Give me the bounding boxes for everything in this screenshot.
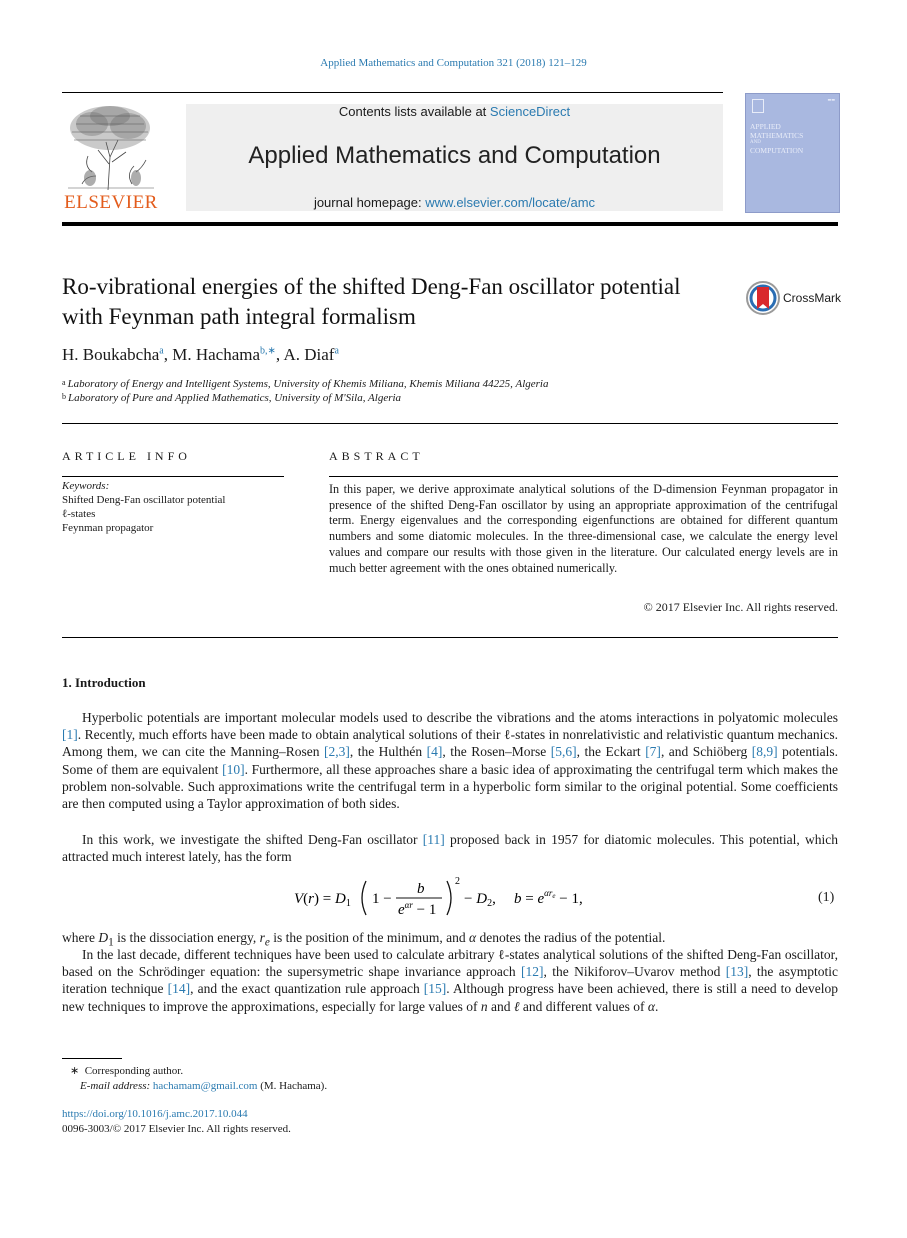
text-run: , the Nikiforov–Uvarov method (543, 964, 726, 980)
keyword: Shifted Deng-Fan oscillator potential (62, 494, 226, 506)
abstract-heading: ABSTRACT (329, 449, 424, 463)
email-link[interactable]: hachamam@gmail.com (152, 1080, 258, 1092)
text-run: , the Hulthén (349, 744, 427, 760)
citation-link[interactable]: [12] (521, 964, 544, 980)
email-owner: (M. Hachama). (260, 1080, 328, 1092)
article-info-heading: ARTICLE INFO (62, 449, 191, 463)
affiliation-marker: b (62, 392, 66, 401)
svg-text:b: b (417, 881, 425, 897)
affiliation-text: Laboratory of Energy and Intelligent Systems, University of Khemis Miliana, Khemis Miliana 44225, Algeria (67, 378, 549, 390)
crossmark-icon (745, 280, 781, 316)
text-run: , and Schiöberg (660, 744, 752, 760)
math-symbol: α (468, 930, 477, 945)
elsevier-logo (62, 102, 160, 214)
homepage-link[interactable]: www.elsevier.com/locate/amc (425, 195, 596, 210)
text-run: denotes the radius of the potential. (476, 930, 666, 945)
citation-link[interactable]: [15] (423, 981, 447, 997)
text-run: , the Eckart (576, 744, 646, 760)
equation-number: (1) (818, 890, 835, 905)
cover-line: MATHEMATICS (750, 131, 804, 140)
svg-text:b = eαre − 1,: $b = e^{\alpha r}e - 1$, (514, 888, 583, 907)
keyword: Feynman propagator (62, 522, 154, 534)
author-name: A. Diaf (283, 345, 335, 364)
header-thick-rule (62, 222, 838, 226)
text-run: . Furthermore, all these approaches share a basic idea of approximating the centrifugal term which makes the problem non-solvable. Such approximations write the centrifugal term in a hyperbolic form similar to the original potential. Some coefficients are then computed using a Taylor approximation of both sides. (62, 761, 839, 812)
footnote-rule (62, 1058, 122, 1059)
text-run: . (654, 998, 659, 1014)
text-run: is the position of the minimum, and (269, 930, 469, 945)
journal-title: Applied Mathematics and Computation (248, 142, 661, 169)
publisher-name: ELSEVIER (64, 192, 158, 213)
keyword: ℓ-states (62, 508, 96, 520)
citation-link[interactable]: [10] (222, 761, 245, 777)
keywords-label: Keywords: (62, 480, 110, 492)
text-run: . Recently, much efforts have been made to obtain analytical solutions of their ℓ-states in nonrelativistic and relativistic quantum mechanics. Among them, we can cite the Manning–Rosen (62, 727, 838, 760)
cover-text (750, 122, 803, 155)
contents-prefix: Contents lists available at (338, 104, 487, 119)
svg-text:1 −: 1 − (372, 891, 392, 907)
equation-1 (292, 873, 622, 921)
cover-line: AND (750, 140, 761, 145)
abstract-rule (329, 476, 838, 477)
text-run: and different values of (519, 998, 648, 1014)
author-affil-link[interactable]: b,∗ (260, 345, 276, 357)
math-symbol: α (647, 998, 655, 1014)
article-info-rule (62, 476, 284, 477)
text-run: In the last decade, different techniques have been used to calculate arbitrary ℓ-states analytical solutions of the shifted Deng-Fan oscillator, based on the Schrödinger equation: the supersymetric shape invariance approach (62, 947, 838, 980)
text-run: proposed back in 1957 for diatomic molecules. This potential, which attracted much interest lately, has the form (62, 832, 839, 865)
affiliation (62, 392, 401, 404)
doi-link[interactable]: https://doi.org/10.1016/j.amc.2017.10.044 (62, 1108, 248, 1120)
citation-link[interactable]: [8,9] (751, 744, 778, 760)
citation-link[interactable]: [4] (426, 744, 443, 760)
cover-line: COMPUTATION (750, 146, 804, 155)
header-rule (62, 92, 723, 93)
email-label: E-mail address: (80, 1080, 151, 1092)
body-paragraph (62, 831, 838, 865)
issn-copyright: 0096-3003/© 2017 Elsevier Inc. All rights reserved. (62, 1123, 291, 1135)
affiliation-marker: a (62, 378, 66, 387)
text-run: potentials. Some of them are equivalent (62, 744, 838, 777)
svg-text:eαr − 1: $e^{\alpha r} - 1$ (398, 900, 437, 918)
section-rule (62, 637, 838, 638)
cover-emblem-icon (752, 99, 764, 113)
cover-issn-mark: ▬▬ (827, 97, 835, 102)
elsevier-tree-icon (62, 102, 160, 192)
math-subscript: e (264, 936, 270, 949)
journal-citation[interactable]: Applied Mathematics and Computation 321 (2018) 121–129 (320, 57, 587, 69)
section-rule (62, 423, 838, 424)
text-run: and (487, 998, 514, 1014)
author-name: M. Hachama (172, 345, 261, 364)
svg-text:− D2,: − $D_2$, (464, 891, 496, 909)
citation-link[interactable]: [11] (422, 832, 445, 847)
paper-title: Ro-vibrational energies of the shifted Deng-Fan oscillator potential with Feynman path integral formalism (62, 274, 681, 329)
text-run: Hyperbolic potentials are important molecular models used to describe the vibrations and the atoms interactions in polyatomic molecules (82, 710, 838, 725)
sciencedirect-link[interactable]: ScienceDirect (489, 104, 571, 119)
svg-text:V(r) = D1: $V(r) = D_1$ (294, 891, 351, 909)
math-symbol: D (98, 930, 109, 945)
citation-link[interactable]: [7] (645, 744, 661, 760)
crossmark-badge[interactable] (745, 280, 855, 316)
citation-link[interactable]: [13] (725, 964, 749, 980)
svg-text:2: 2 (455, 876, 460, 887)
journal-cover[interactable] (745, 93, 840, 213)
homepage-line (186, 195, 723, 210)
text-run: , and the exact quantization rule approach (190, 981, 424, 997)
author-affil-link[interactable]: a (334, 345, 339, 357)
footnote-text: Corresponding author. (84, 1065, 184, 1077)
homepage-prefix: journal homepage: (313, 195, 422, 210)
contents-line (186, 104, 723, 119)
affiliation-text: Laboratory of Pure and Applied Mathematics, University of M'Sila, Algeria (68, 392, 402, 404)
citation-link[interactable]: [1] (62, 727, 78, 743)
cover-line: APPLIED (750, 122, 781, 131)
body-paragraph (62, 946, 838, 1015)
text-run: is the dissociation energy, (113, 930, 260, 945)
text-run: , the Rosen–Morse (442, 744, 551, 760)
text-run: In this work, we investigate the shifted Deng-Fan oscillator (82, 832, 423, 847)
math-symbol: ℓ (513, 998, 520, 1014)
math-symbol: r (259, 930, 265, 945)
math-subscript: 1 (108, 936, 114, 949)
author-list: H. Boukabcha$^a$, M. Hachama$^{b,∗}$, A. Diaf$^a$ (62, 345, 339, 364)
text-run: . Although progress have been achieved, there is still a need to develop new techniques to improve the approximations, especially for large values of (62, 981, 838, 1014)
footnote-corresponding (70, 1064, 183, 1077)
copyright-notice: © 2017 Elsevier Inc. All rights reserved. (643, 600, 838, 614)
math-symbol: n (480, 998, 488, 1014)
body-paragraph (62, 709, 838, 812)
abstract-text: In this paper, we derive approximate analytical solutions of the D-dimension Feynman propagator in presence of the shifted Deng-Fan oscillator by using an appropriate approximation of the centrifugal term. Energy eigenvalues and the corresponding eigenfunctions are obtained for different quantum numbers and some diatomic molecules. In the three-dimensional case, we calculate the energy level values and compare our results with those given in the literature. Our calculated energy levels are in much better agreement with the ones obtained numerically. (329, 482, 838, 575)
text-run: where (62, 930, 99, 945)
affiliation (62, 378, 548, 390)
footnote-asterisk: ∗ (70, 1065, 85, 1077)
crossmark-label: CrossMark (783, 291, 842, 305)
citation-link[interactable]: [14] (167, 981, 191, 997)
author-affil-link[interactable]: a (159, 345, 164, 357)
text-run: , the asymptotic iteration technique (62, 964, 839, 997)
author-name: H. Boukabcha (62, 345, 160, 364)
journal-banner (186, 104, 723, 211)
section-heading: 1. Introduction (62, 675, 146, 690)
citation-link[interactable]: [5,6] (550, 744, 577, 760)
footnote-email (80, 1080, 327, 1092)
citation-link[interactable]: [2,3] (323, 744, 350, 760)
